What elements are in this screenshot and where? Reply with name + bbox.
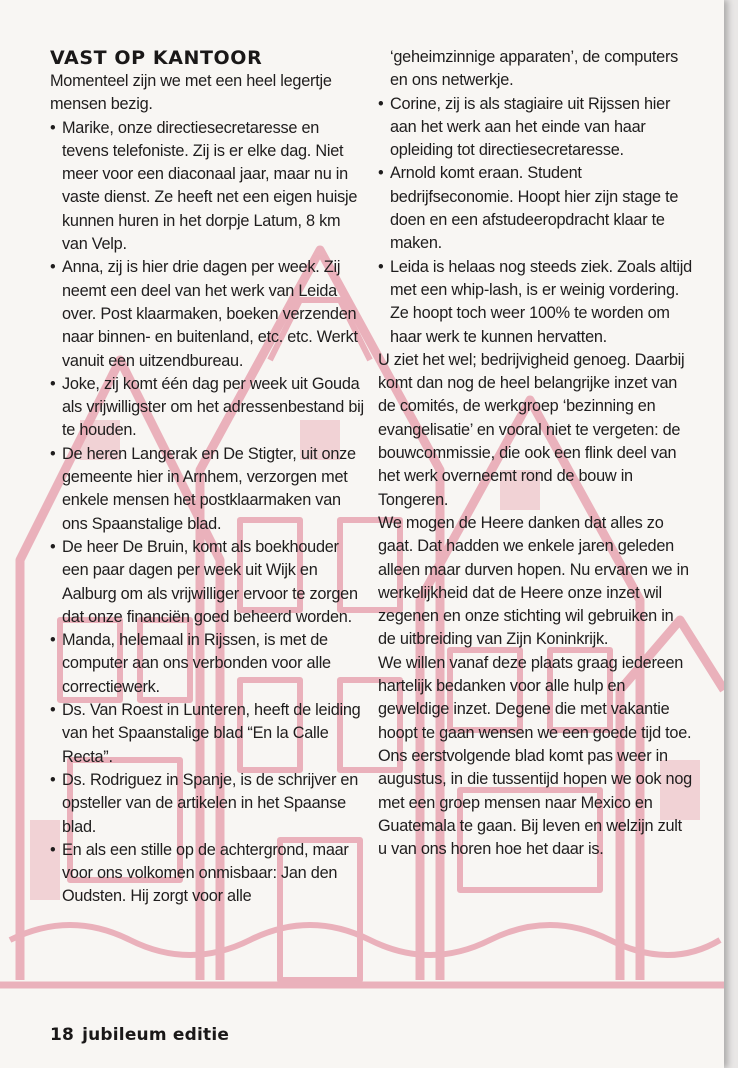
list-item: • Ds. Van Roest in Lunteren, heeft de leiding van het Spaanstalige blad “En la Calle Recta”. — [50, 699, 368, 769]
page-number: 18 — [50, 1025, 75, 1045]
list-item: • Marike, onze directiesecretaresse en tevens telefoniste. Zij is er elke dag. Niet meer voor een diaconaal jaar, maar nu in vaste dienst. Ze heeft net een eigen huisje kunnen huren in het dorpje Latum, 8 km van Velp. — [50, 117, 368, 257]
edition-label: jubileum editie — [82, 1025, 230, 1045]
list-item: • Leida is helaas nog steeds ziek. Zoals altijd met een whip-lash, is er weinig vordering. Ze hoopt toch weer 100% te worden om haar werk te kunnen hervatten. — [378, 256, 692, 349]
list-item: • De heren Langerak en De Stigter, uit onze gemeente hier in Arnhem, verzorgen met enkele mensen het postklaarmaken van ons Spaanstalige blad. — [50, 443, 368, 536]
body-paragraph: U ziet het wel; bedrijvigheid genoeg. Daarbij komt dan nog de heel belangrijke inzet van de comités, de werkgroep ‘bezinning en evangelisatie’ en vooral niet te vergeten: de bouwcommissie, die ook een flink deel van het werk overneemt rond de bouw in Tongeren. — [378, 350, 685, 509]
list-item: • Corine, zij is als stagiaire uit Rijssen hier aan het werk aan het einde van haar opleiding tot directiesecretaresse. — [378, 93, 692, 163]
intro-paragraph: Momenteel zijn we met een heel legertje mensen bezig. — [50, 72, 332, 114]
article-heading: VAST OP KANTOOR — [50, 47, 263, 69]
staff-list-right — [378, 93, 692, 349]
list-item: • Arnold komt eraan. Student bedrijfseconomie. Hoopt hier zijn stage te doen en een afstudeeropdracht klaar te maken. — [378, 162, 692, 255]
list-item: • En als een stille op de achtergrond, maar voor ons volkomen onmisbaar: Jan den Oudsten. Hij zorgt voor alle — [50, 839, 368, 909]
list-item: • Joke, zij komt één dag per week uit Gouda als vrijwilligster om het adressenbestand bij te houden. — [50, 373, 368, 443]
right-column — [378, 46, 692, 861]
left-column — [50, 46, 368, 909]
list-item: • De heer De Bruin, komt als boekhouder een paar dagen per week uit Wijk en Aalburg om als vrijwilliger ervoor te zorgen dat onze financiën goed beheerd worden. — [50, 536, 368, 629]
list-item: • Ds. Rodriguez in Spanje, is de schrijver en opsteller van de artikelen in het Spaanse blad. — [50, 769, 368, 839]
page-footer — [50, 1025, 229, 1045]
body-paragraph: We mogen de Heere danken dat alles zo gaat. Dat hadden we enkele jaren geleden alleen maar durven hopen. Nu ervaren we in werkelijkheid dat de Heere onze inzet wil zegenen en onze stichting wil gebruiken in de uitbreiding van Zijn Koninkrijk. — [378, 513, 689, 649]
list-item: • Anna, zij is hier drie dagen per week. Zij neemt een deel van het werk van Leida over. Post klaarmaken, boeken verzenden naar binnen- en buitenland, etc. etc. Werkt vanuit een uitzendbureau. — [50, 256, 368, 372]
body-paragraph: We willen vanaf deze plaats graag iedereen hartelijk bedanken voor alle hulp en geweldige inzet. Degene die met vakantie hoopt te gaan wensen we een goede tijd toe. Ons eerstvolgende blad komt pas weer in augustus, in die tussentijd hopen we ook nog met een groep mensen naar Mexico en Guatemala te gaan. Bij leven en welzijn zult u van ons horen hoe het daar is. — [378, 653, 692, 859]
list-item-continuation: ‘geheimzinnige apparaten’, de computers en ons netwerkje. — [390, 48, 679, 90]
staff-list-left — [50, 117, 368, 909]
list-item: • Manda, helemaal in Rijssen, is met de computer aan ons verbonden voor alle correctiewerk. — [50, 629, 368, 699]
